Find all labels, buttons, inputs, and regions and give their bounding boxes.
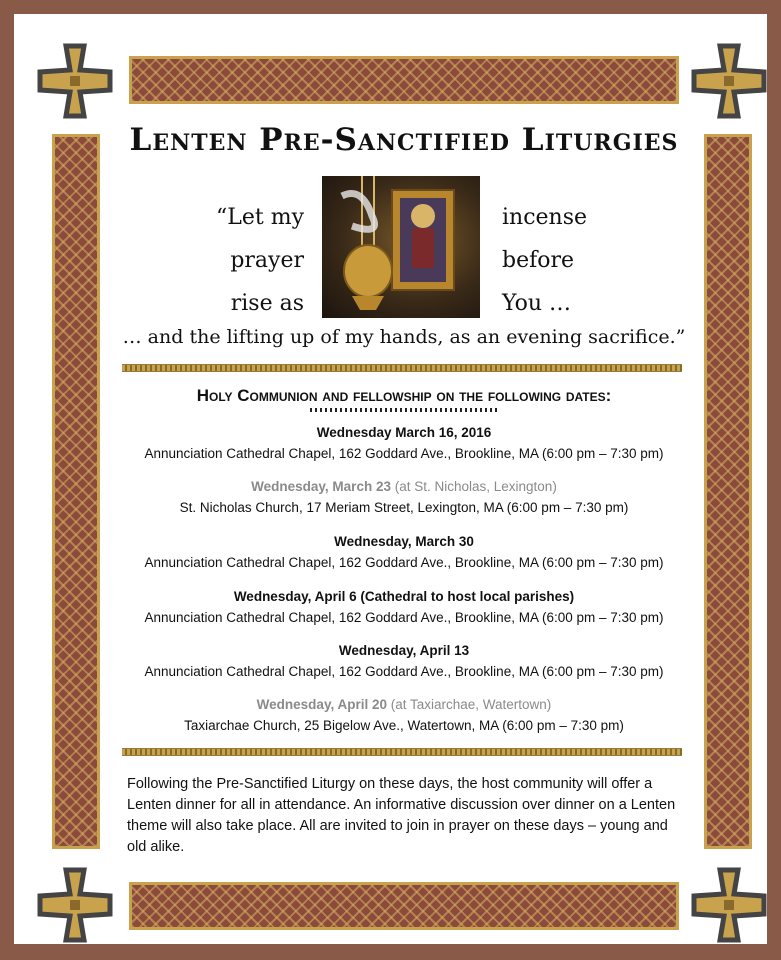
flyer-page [14, 14, 767, 944]
event-item [104, 640, 704, 682]
quote-word: before [502, 248, 575, 273]
quote-word: incense [502, 205, 588, 230]
event-date: Wednesday, April 20 [256, 697, 387, 712]
cross-icon [690, 42, 768, 120]
right-ornamental-band [704, 134, 752, 849]
event-location: St. Nicholas Church, 17 Meriam Street, Lexington, MA (6:00 pm – 7:30 pm) [179, 500, 629, 515]
event-location: Annunciation Cathedral Chapel, 162 Goddard Ave., Brookline, MA (6:00 pm – 7:30 pm) [144, 664, 664, 679]
event-item [104, 586, 704, 628]
schedule-heading: Holy Communion and fellowship on the following dates: [196, 386, 612, 405]
event-item [104, 531, 704, 573]
event-location: Annunciation Cathedral Chapel, 162 Goddard Ave., Brookline, MA (6:00 pm – 7:30 pm) [144, 555, 664, 570]
event-location: Taxiarchae Church, 25 Bigelow Ave., Watertown, MA (6:00 pm – 7:30 pm) [184, 718, 624, 733]
cross-icon [690, 866, 768, 944]
page-title: Lenten Pre-Sanctified Liturgies [129, 122, 679, 158]
quote-word: rise as [230, 291, 304, 316]
censer-icon-image [322, 176, 480, 318]
event-item [104, 476, 704, 518]
event-item [104, 422, 704, 464]
cross-icon [36, 866, 114, 944]
cross-icon [36, 42, 114, 120]
quote-left [204, 196, 304, 325]
event-location: Annunciation Cathedral Chapel, 162 Goddard Ave., Brookline, MA (6:00 pm – 7:30 pm) [144, 446, 664, 461]
divider [122, 748, 682, 756]
dotted-divider [310, 408, 500, 412]
top-ornamental-band [129, 56, 679, 104]
event-note: (at Taxiarchae, Watertown) [390, 697, 552, 712]
event-date: Wednesday, April 13 [338, 643, 470, 658]
quote-word: You … [502, 291, 572, 316]
event-location: Annunciation Cathedral Chapel, 162 Goddard Ave., Brookline, MA (6:00 pm – 7:30 pm) [144, 610, 664, 625]
event-date: Wednesday, April 6 [233, 589, 357, 604]
divider [122, 364, 682, 372]
event-note: (at St. Nicholas, Lexington) [394, 479, 557, 494]
event-note: (Cathedral to host local parishes) [360, 589, 575, 604]
quote-word: prayer [230, 248, 304, 273]
event-date: Wednesday, March 23 [251, 479, 391, 494]
event-date: Wednesday, March 30 [334, 534, 474, 549]
event-item [104, 694, 704, 736]
quote-continuation: … and the lifting up of my hands, as an evening sacrifice.” [122, 326, 686, 348]
bottom-ornamental-band [129, 882, 679, 930]
event-date: Wednesday March 16, 2016 [316, 425, 492, 440]
closing-paragraph: Following the Pre-Sanctified Liturgy on these days, the host community will offer a Lenten dinner for all in attendance. An informative discussion over dinner on a Lenten theme will also take place. All are invited to join in prayer on these days – young and old alike. [127, 776, 676, 855]
quote-right [502, 196, 622, 325]
left-ornamental-band [52, 134, 100, 849]
quote-word: “Let my [216, 205, 304, 230]
